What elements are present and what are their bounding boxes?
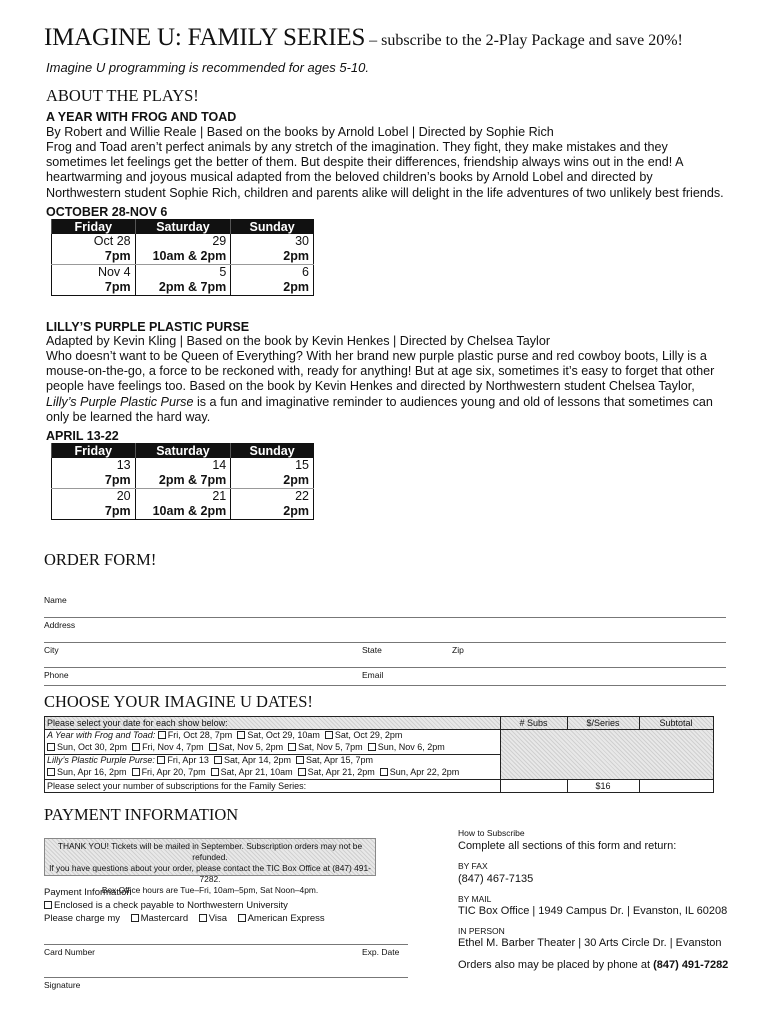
- signature-label: Signature: [44, 980, 81, 990]
- checkbox[interactable]: [325, 731, 333, 739]
- checkbox[interactable]: [237, 731, 245, 739]
- checkbox[interactable]: [214, 756, 222, 764]
- play1-description: Frog and Toad aren’t perfect animals by any stretch of the imagination. They fight, they make mistakes and they sometimes let feelings get the better of them. But despite their differences, friendship always wins out in the end! A heartwarming and joyous musical adapted from the beloved children’s books by Arnold Lobel and directed by Northwestern student Sophie Rich, children and parents alike will delight in the life adventures of two unlikely best friends.: [46, 140, 724, 200]
- schedule-cell: 15: [231, 458, 314, 473]
- dates-right-shaded: [500, 730, 713, 779]
- state-label: State: [362, 645, 382, 655]
- dates-col-subs: # Subs: [519, 718, 548, 728]
- schedule-cell: 2pm: [231, 504, 314, 520]
- schedule-cell: 21: [135, 489, 231, 505]
- divider: [45, 779, 713, 780]
- subscribe-intro: Complete all sections of this form and return:: [458, 840, 677, 852]
- schedule-cell: 7pm: [52, 473, 136, 489]
- date-option: Fri, Oct 28, 7pm: [167, 730, 233, 740]
- play1-credits: By Robert and Willie Reale | Based on the books by Arnold Lobel | Directed by Sophie Rich: [46, 125, 554, 139]
- schedule-cell: 2pm & 7pm: [135, 280, 231, 296]
- date-option: Sat, Nov 5, 2pm: [218, 742, 284, 752]
- phone-orders: [458, 959, 728, 971]
- play2-description-text-end: is a fun and imaginative reminder to audiences young and old of lessons that sometimes can only be learned the hard way.: [46, 394, 713, 424]
- schedule-cell: Oct 28: [52, 234, 136, 249]
- date-option: Sun, Apr 22, 2pm: [389, 767, 460, 777]
- schedule-cell: 10am & 2pm: [135, 249, 231, 265]
- checkbox[interactable]: [132, 743, 140, 751]
- schedule-cell: 30: [231, 234, 314, 249]
- charge-label: Please charge my: [44, 913, 121, 924]
- card-number-label: Card Number: [44, 947, 96, 957]
- date-option: Sat, Oct 29, 10am: [247, 730, 320, 740]
- notice-line: Box Office hours are Tue–Fri, 10am–5pm, Sat Noon–4pm.: [101, 885, 319, 895]
- schedule-cell: 2pm: [231, 249, 314, 265]
- play2-title: LILLY’S PURPLE PLASTIC PURSE: [46, 320, 250, 334]
- checkbox[interactable]: [209, 743, 217, 751]
- in-person-address: Ethel M. Barber Theater | 30 Arts Circle Dr. | Evanston: [458, 937, 722, 949]
- show2-options-line1: [47, 755, 373, 765]
- box-office-phone: (847) 491-7282: [653, 959, 729, 971]
- schedule-cell: 7pm: [52, 249, 136, 265]
- play1-dates: OCTOBER 28-NOV 6: [46, 205, 168, 219]
- play2-description-title: Lilly’s Purple Plastic Purse: [46, 394, 194, 409]
- fax-label: BY FAX: [458, 861, 488, 871]
- series-title: IMAGINE U: FAMILY SERIES: [44, 24, 366, 51]
- series-tagline: – subscribe to the 2-Play Package and save 20%!: [369, 32, 683, 49]
- dates-selection-table: [44, 716, 714, 793]
- notice-line: THANK YOU! Tickets will be mailed in September. Subscription orders may not be refunded.: [57, 841, 363, 862]
- checkbox[interactable]: [380, 768, 388, 776]
- city-label: City: [44, 645, 59, 655]
- date-option: Sat, Apr 21, 2pm: [307, 767, 375, 777]
- phone-email-field[interactable]: [44, 685, 726, 686]
- checkbox[interactable]: [296, 756, 304, 764]
- show1-options-line2: [47, 742, 445, 752]
- series-price: $16: [595, 781, 611, 791]
- play1-title: A YEAR WITH FROG AND TOAD: [46, 110, 237, 124]
- date-option: Fri, Nov 4, 7pm: [142, 742, 204, 752]
- visa-checkbox[interactable]: [199, 914, 207, 922]
- date-option: Sat, Nov 5, 7pm: [298, 742, 363, 752]
- date-option: Sat, Oct 29, 2pm: [334, 730, 403, 740]
- mastercard-label: Mastercard: [140, 913, 189, 924]
- play2-schedule-table: [51, 443, 314, 520]
- date-option: Sun, Apr 16, 2pm: [57, 767, 127, 777]
- mail-label: BY MAIL: [458, 894, 492, 904]
- schedule-header-saturday: Saturday: [135, 444, 231, 459]
- schedule-cell: 10am & 2pm: [135, 504, 231, 520]
- schedule-cell: 20: [52, 489, 136, 505]
- exp-date-label: Exp. Date: [362, 947, 400, 957]
- subscriptions-count-input[interactable]: [501, 780, 567, 792]
- address-field[interactable]: [44, 642, 726, 643]
- age-recommendation: Imagine U programming is recommended for ages 5-10.: [46, 60, 369, 75]
- date-option: Sat, Apr 21, 10am: [220, 767, 293, 777]
- date-option: Sun, Oct 30, 2pm: [57, 742, 128, 752]
- payment-heading: PAYMENT INFORMATION: [44, 805, 239, 824]
- schedule-cell: 2pm: [231, 280, 314, 296]
- mastercard-checkbox[interactable]: [131, 914, 139, 922]
- dates-col-select: Please select your date for each show below:: [47, 718, 228, 728]
- date-option: Fri, Apr 13: [167, 755, 209, 765]
- checkbox[interactable]: [47, 768, 55, 776]
- play2-credits: Adapted by Kevin Kling | Based on the book by Kevin Henkes | Directed by Chelsea Taylor: [46, 334, 551, 348]
- schedule-cell: 2pm & 7pm: [135, 473, 231, 489]
- show2-label: Lilly’s Plastic Purple Purse:: [47, 755, 155, 765]
- schedule-cell: 5: [135, 265, 231, 281]
- dates-col-series: $/Series: [586, 718, 620, 728]
- notice-line: If you have questions about your order, please contact the TIC Box Office at (847) 491-7282.: [49, 863, 371, 884]
- schedule-cell: 6: [231, 265, 314, 281]
- checkbox[interactable]: [47, 743, 55, 751]
- checkbox[interactable]: [368, 743, 376, 751]
- enclosed-checkbox[interactable]: [44, 901, 52, 909]
- payment-info-heading: Payment Information: [44, 887, 132, 898]
- zip-label: Zip: [452, 645, 464, 655]
- mail-address: TIC Box Office | 1949 Campus Dr. | Evanston, IL 60208: [458, 905, 728, 917]
- schedule-cell: 14: [135, 458, 231, 473]
- city-state-zip-field[interactable]: [44, 667, 726, 668]
- play2-description: [46, 349, 726, 425]
- in-person-label: IN PERSON: [458, 926, 505, 936]
- name-field[interactable]: [44, 617, 726, 618]
- schedule-cell: 7pm: [52, 280, 136, 296]
- schedule-header-friday: Friday: [52, 444, 136, 459]
- schedule-header-sunday: Sunday: [231, 220, 314, 235]
- play2-dates: APRIL 13-22: [46, 429, 119, 443]
- charge-options: [44, 913, 325, 924]
- play1-schedule-table: [51, 219, 314, 296]
- divider: [567, 717, 568, 730]
- address-label: Address: [44, 620, 76, 630]
- phone-label: Phone: [44, 670, 69, 680]
- card-number-field[interactable]: [44, 944, 408, 945]
- date-option: Sat, Apr 15, 7pm: [306, 755, 374, 765]
- schedule-cell: 29: [135, 234, 231, 249]
- check-option: [44, 900, 288, 911]
- subscribe-heading: How to Subscribe: [458, 828, 525, 838]
- subtotal-input[interactable]: [640, 780, 713, 792]
- schedule-header-sunday: Sunday: [231, 444, 314, 459]
- checkbox[interactable]: [288, 743, 296, 751]
- checkbox[interactable]: [157, 756, 165, 764]
- name-label: Name: [44, 595, 67, 605]
- enclosed-label: Enclosed is a check payable to Northwestern University: [54, 900, 288, 911]
- schedule-header-friday: Friday: [52, 220, 136, 235]
- subscriptions-label: Please select your number of subscriptions for the Family Series:: [47, 781, 307, 791]
- checkbox[interactable]: [298, 768, 306, 776]
- schedule-cell: 13: [52, 458, 136, 473]
- signature-field[interactable]: [44, 977, 408, 978]
- order-form-heading: ORDER FORM!: [44, 550, 157, 569]
- date-option: Fri, Apr 20, 7pm: [141, 767, 206, 777]
- choose-dates-heading: CHOOSE YOUR IMAGINE U DATES!: [44, 692, 313, 711]
- checkbox[interactable]: [158, 731, 166, 739]
- checkbox[interactable]: [132, 768, 140, 776]
- play2-description-text: Who doesn’t want to be Queen of Everything? With her brand new purple plastic purse and red cowboy boots, Lilly is a mouse-on-the-go, a force to be reckoned with, ready for anything! But at age six, sometimes it’s easy to forget that other people have feelings too. Based on the book by Kevin Henkes and directed by Northwestern student Chelsea Taylor,: [46, 349, 715, 394]
- schedule-cell: Nov 4: [52, 265, 136, 281]
- date-option: Sat, Apr 14, 2pm: [223, 755, 291, 765]
- show1-label: A Year with Frog and Toad:: [47, 730, 156, 740]
- schedule-cell: 22: [231, 489, 314, 505]
- dates-col-subtotal: Subtotal: [659, 718, 693, 728]
- about-heading: ABOUT THE PLAYS!: [46, 86, 199, 105]
- fax-number: (847) 467-7135: [458, 873, 534, 885]
- email-label: Email: [362, 670, 384, 680]
- amex-checkbox[interactable]: [238, 914, 246, 922]
- visa-label: Visa: [208, 913, 227, 924]
- page-title: [44, 24, 683, 52]
- show1-options-line1: [47, 730, 402, 740]
- checkbox[interactable]: [211, 768, 219, 776]
- divider: [639, 717, 640, 730]
- schedule-cell: 7pm: [52, 504, 136, 520]
- schedule-cell: 2pm: [231, 473, 314, 489]
- show2-options-line2: [47, 767, 459, 777]
- schedule-header-saturday: Saturday: [135, 220, 231, 235]
- phone-orders-text: Orders also may be placed by phone at: [458, 959, 651, 971]
- date-option: Sun, Nov 6, 2pm: [377, 742, 445, 752]
- amex-label: American Express: [247, 913, 325, 924]
